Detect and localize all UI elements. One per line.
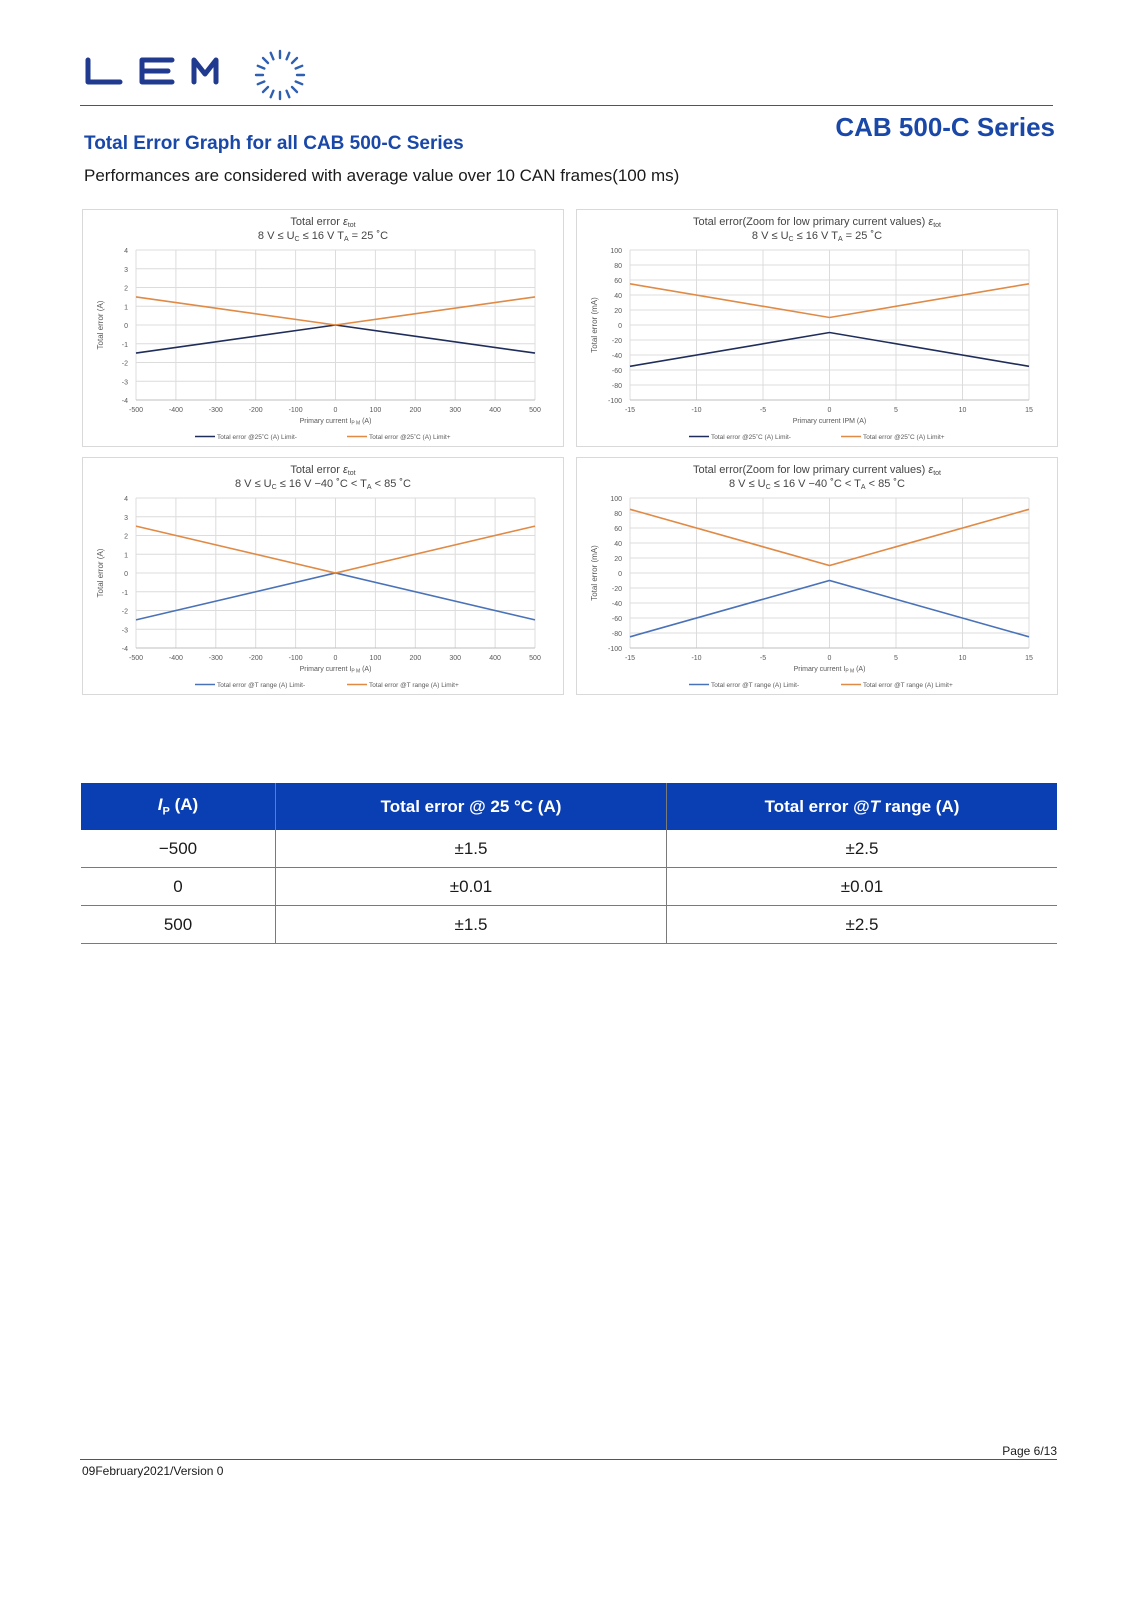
chart-title: Total error εtot (290, 464, 356, 477)
y-tick-label: -100 (607, 398, 622, 405)
total-error-table (81, 783, 1057, 944)
y-tick-label: -2 (121, 360, 128, 368)
table-header-row (81, 783, 1057, 830)
y-tick-label: 0 (618, 323, 622, 330)
y-tick-label: -4 (121, 398, 128, 405)
header-total-error-trange: Total error @T range (A) (667, 783, 1058, 830)
chart-title: Total error εtot (290, 216, 356, 229)
y-tick-label: 60 (614, 278, 622, 285)
x-axis-label: Primary current $I_{P M}$ (A) (299, 666, 372, 675)
chart-total-error-25c (82, 209, 564, 447)
y-tick-label: 0 (124, 571, 128, 578)
chart-title: Total error(Zoom for low primary current values) εtot (693, 464, 941, 477)
y-tick-label: -60 (611, 368, 622, 375)
x-tick-label: 300 (449, 407, 462, 414)
x-tick-label: -300 (208, 407, 223, 414)
x-tick-label: -15 (624, 655, 636, 662)
table-cell: −500 (81, 830, 276, 868)
y-tick-label: 100 (610, 496, 622, 503)
y-tick-label: -100 (607, 646, 622, 653)
chart-zoom-trange (576, 457, 1058, 695)
chart-zoom-25c (576, 209, 1058, 447)
y-tick-label: -80 (611, 631, 622, 638)
y-tick-label: 4 (124, 248, 128, 255)
table-row (81, 830, 1057, 868)
x-tick-label: -10 (691, 655, 702, 662)
legend-label: Total error @25˚C (A) Limit- (217, 434, 297, 441)
y-tick-label: -1 (121, 589, 128, 597)
x-tick-label: 5 (894, 407, 898, 414)
y-tick-label: -2 (121, 608, 128, 616)
section-title: Total Error Graph for all CAB 500-C Series (84, 133, 464, 154)
y-axis-label: Total error (mA) (590, 545, 599, 601)
y-tick-label: -4 (121, 646, 128, 653)
chart-title: Total error(Zoom for low primary current values) εtot (693, 216, 941, 229)
x-tick-label: 300 (449, 655, 462, 662)
chart-svg (577, 458, 1057, 694)
table-cell: 0 (81, 868, 276, 906)
y-tick-label: 40 (614, 293, 622, 300)
table-cell: ±2.5 (667, 906, 1058, 944)
x-axis-label: Primary current $I_{P M}$ (A) (299, 418, 372, 427)
x-tick-label: -100 (288, 407, 303, 414)
y-tick-label: 40 (614, 541, 622, 548)
chart-conditions: 8 V ≤ UC ≤ 16 V TA = 25 ˚C (751, 230, 883, 243)
y-tick-label: 20 (614, 308, 622, 315)
x-tick-label: -500 (128, 407, 144, 414)
table-row (81, 906, 1057, 944)
x-tick-label: 0 (333, 655, 338, 662)
legend-label: Total error @25˚C (A) Limit- (711, 434, 791, 441)
y-tick-label: 0 (618, 571, 622, 578)
y-tick-label: -60 (611, 616, 622, 623)
lem-logo (84, 44, 309, 107)
x-tick-label: -5 (759, 655, 767, 662)
x-tick-label: 100 (369, 407, 382, 414)
y-tick-label: 1 (124, 304, 128, 312)
y-tick-label: -1 (121, 341, 128, 349)
x-tick-label: 500 (529, 407, 541, 414)
x-tick-label: -300 (208, 655, 223, 662)
series-title: CAB 500-C Series (835, 112, 1055, 142)
y-tick-label: -3 (121, 627, 128, 635)
header-rule (80, 105, 1053, 106)
table-cell: ±0.01 (276, 868, 667, 906)
x-axis-label: Primary current $I_{P M}$ (A) (793, 666, 866, 675)
y-tick-label: 20 (614, 556, 622, 563)
table-cell: ±1.5 (276, 830, 667, 868)
y-tick-label: 100 (610, 248, 622, 255)
x-tick-label: 400 (489, 655, 501, 662)
x-tick-label: 10 (958, 655, 967, 662)
legend-label: Total error @T range (A) Limit+ (369, 682, 459, 689)
y-tick-label: -3 (121, 379, 128, 387)
y-tick-label: 3 (124, 266, 128, 274)
y-axis-label: Total error (A) (96, 548, 105, 598)
table-cell: ±1.5 (276, 906, 667, 944)
y-tick-label: 2 (124, 533, 128, 541)
performance-note: Performances are considered with average value over 10 CAN frames(100 ms) (84, 166, 680, 185)
y-tick-label: -40 (611, 353, 622, 360)
x-tick-label: -200 (248, 655, 263, 662)
x-tick-label: 0 (827, 407, 832, 414)
x-tick-label: 200 (409, 407, 422, 414)
chart-conditions: 8 V ≤ UC ≤ 16 V TA = 25 ˚C (257, 230, 389, 243)
x-tick-label: -5 (759, 407, 767, 414)
table-cell: ±2.5 (667, 830, 1058, 868)
x-tick-label: 15 (1025, 655, 1033, 662)
y-tick-label: -20 (611, 338, 622, 345)
page-number: Page 6/13 (1002, 1444, 1057, 1458)
header-total-error-25c: Total error @ 25 °C (A) (276, 783, 667, 830)
legend-label: Total error @T range (A) Limit- (711, 682, 800, 689)
version-date: 09February2021/Version 0 (82, 1464, 224, 1478)
x-tick-label: -10 (691, 407, 702, 414)
y-tick-label: 2 (124, 285, 128, 293)
y-axis-label: Total error (mA) (590, 297, 599, 353)
y-tick-label: 4 (124, 496, 128, 503)
x-axis-label: Primary current IPM (A) (792, 418, 867, 425)
x-tick-label: 15 (1025, 407, 1033, 414)
x-tick-label: -400 (168, 655, 183, 662)
y-tick-label: 1 (124, 552, 128, 560)
y-tick-label: -80 (611, 383, 622, 390)
x-tick-label: 200 (409, 655, 422, 662)
x-tick-label: 0 (333, 407, 338, 414)
x-tick-label: 5 (894, 655, 898, 662)
x-tick-label: 500 (529, 655, 541, 662)
x-tick-label: 400 (489, 407, 501, 414)
chart-total-error-trange (82, 457, 564, 695)
y-tick-label: 60 (614, 526, 622, 533)
y-tick-label: 80 (614, 511, 622, 518)
y-tick-label: -20 (611, 586, 622, 593)
x-tick-label: 0 (827, 655, 832, 662)
y-tick-label: 80 (614, 263, 622, 270)
x-tick-label: 100 (369, 655, 382, 662)
table-row (81, 868, 1057, 906)
x-tick-label: -400 (168, 407, 183, 414)
sunburst-icon (256, 51, 304, 99)
legend-label: Total error @25˚C (A) Limit+ (369, 434, 451, 441)
header-primary-current: $I_P$ (A) (81, 783, 276, 830)
legend-label: Total error @T range (A) Limit- (217, 682, 306, 689)
x-tick-label: -200 (248, 407, 263, 414)
chart-svg (83, 210, 563, 446)
x-tick-label: 10 (958, 407, 967, 414)
chart-svg (577, 210, 1057, 446)
footer-rule (80, 1459, 1057, 1460)
y-tick-label: 0 (124, 323, 128, 330)
chart-svg (83, 458, 563, 694)
x-tick-label: -15 (624, 407, 636, 414)
x-tick-label: -500 (128, 655, 144, 662)
table-cell: 500 (81, 906, 276, 944)
legend-label: Total error @25˚C (A) Limit+ (863, 434, 945, 441)
legend-label: Total error @T range (A) Limit+ (863, 682, 953, 689)
y-tick-label: 3 (124, 514, 128, 522)
chart-conditions: 8 V ≤ UC ≤ 16 V −40 ˚C < TA < 85 ˚C (729, 478, 905, 491)
y-axis-label: Total error (A) (96, 300, 105, 350)
y-tick-label: -40 (611, 601, 622, 608)
x-tick-label: -100 (288, 655, 303, 662)
table-cell: ±0.01 (667, 868, 1058, 906)
chart-conditions: 8 V ≤ UC ≤ 16 V −40 ˚C < TA < 85 ˚C (235, 478, 411, 491)
